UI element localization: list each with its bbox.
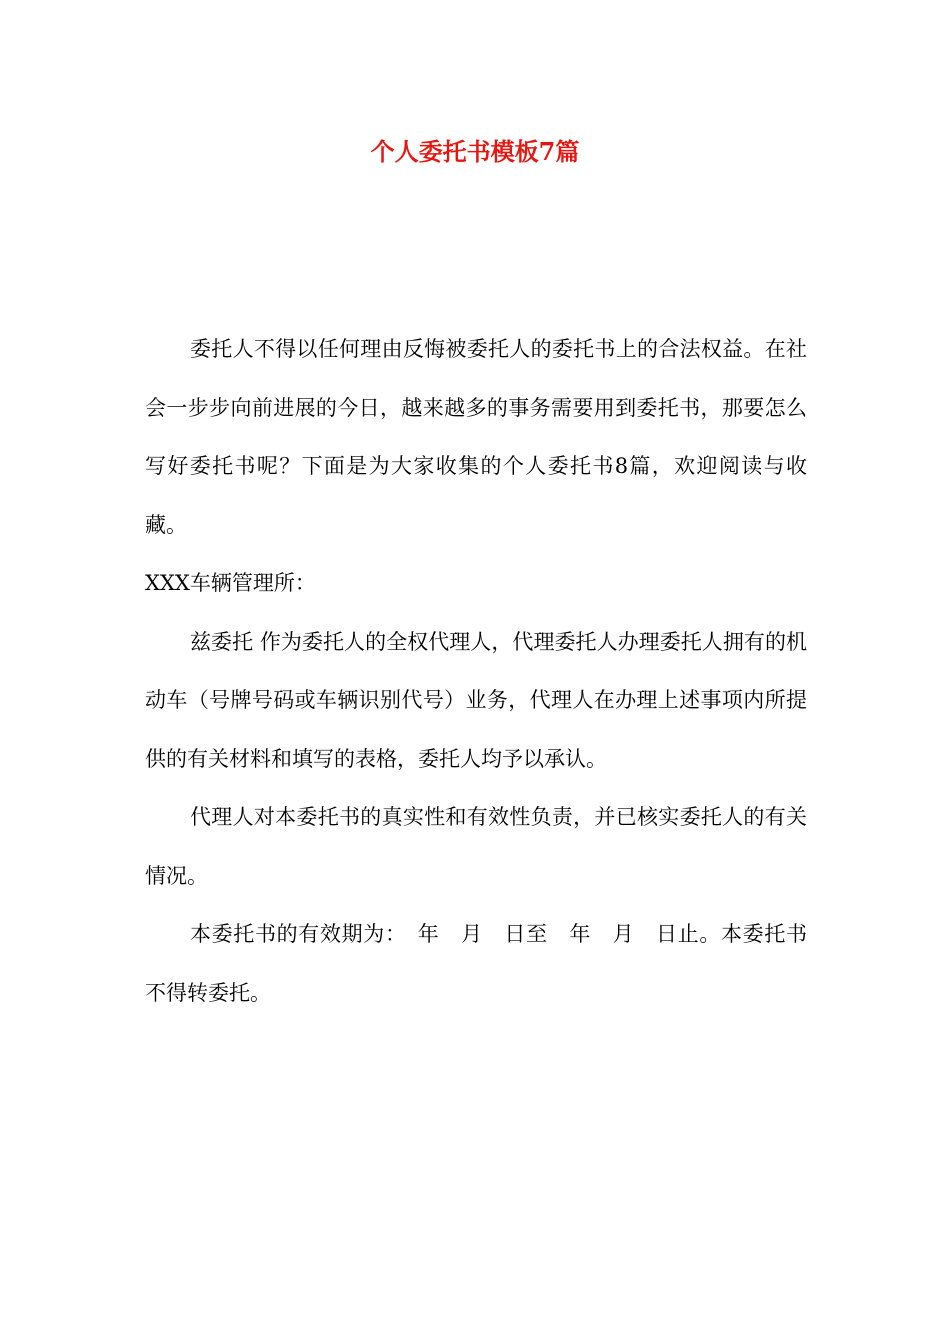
paragraph-entrust: 兹委托 作为委托人的全权代理人，代理委托人办理委托人拥有的机动车（号牌号码或车辆识别代号）业务，代理人在办理上述事项内所提供的有关材料和填写的表格，委托人均予以承认。	[145, 629, 807, 771]
paragraph-addressee: XXX车辆管理所：	[145, 571, 316, 595]
paragraph-responsibility: 代理人对本委托书的真实性和有效性负责，并已核实委托人的有关情况。	[145, 805, 807, 888]
document-title: 个人委托书模板7篇	[370, 137, 580, 166]
paragraph-intro: 委托人不得以任何理由反悔被委托人的委托书上的合法权益。在社会一步步向前进展的今日，越来越多的事务需要用到委托书，那要怎么写好委托书呢？下面是为大家收集的个人委托书8篇，欢迎阅读与收藏。	[145, 337, 807, 537]
paragraph-validity: 本委托书的有效期为： 年 月 日至 年 月 日止。本委托书不得转委托。	[145, 922, 807, 1005]
document-body	[145, 320, 807, 1022]
